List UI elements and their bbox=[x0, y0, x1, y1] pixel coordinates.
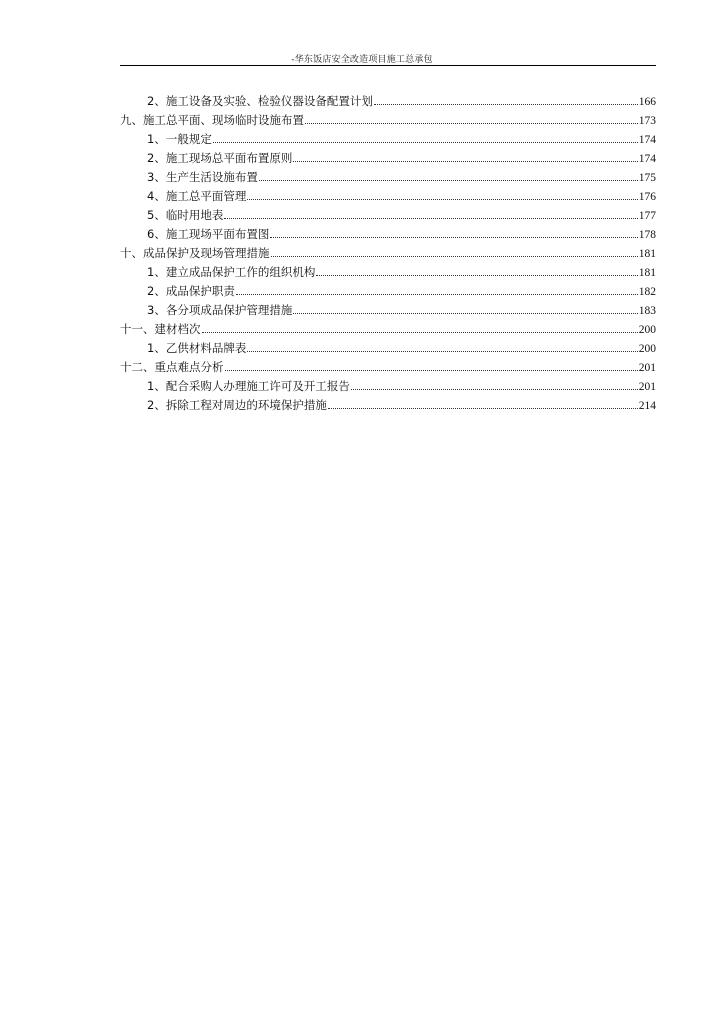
toc-entry-page-number: 174 bbox=[638, 134, 656, 146]
toc-entry-title: 2、拆除工程对周边的环境保护措施 bbox=[147, 398, 327, 412]
toc-entry-title: 1、一般规定 bbox=[147, 132, 212, 146]
toc-entry-title: 2、成品保护职责 bbox=[147, 284, 235, 298]
toc-dot-leader bbox=[224, 218, 637, 219]
toc-dot-leader bbox=[316, 275, 637, 276]
toc-entry-page-number: 200 bbox=[638, 324, 656, 336]
toc-entry-page-number: 176 bbox=[638, 191, 656, 203]
toc-dot-leader bbox=[351, 389, 638, 390]
toc-entry-title: 十一、建材档次 bbox=[120, 322, 201, 336]
toc-dot-leader bbox=[202, 332, 638, 333]
toc-entry[interactable] bbox=[120, 320, 656, 339]
toc-entry-page-number: 181 bbox=[638, 267, 656, 279]
toc-entry[interactable] bbox=[120, 263, 656, 282]
toc-entry[interactable] bbox=[120, 377, 656, 396]
toc-dot-leader bbox=[270, 237, 637, 238]
table-of-contents bbox=[120, 92, 656, 415]
toc-dot-leader bbox=[236, 294, 638, 295]
toc-entry-page-number: 175 bbox=[638, 172, 656, 184]
toc-dot-leader bbox=[247, 199, 637, 200]
toc-entry-title: 6、施工现场平面布置图 bbox=[147, 227, 270, 241]
toc-entry-page-number: 201 bbox=[638, 362, 656, 374]
toc-entry-title: 1、乙供材料品牌表 bbox=[147, 341, 247, 355]
toc-entry-page-number: 181 bbox=[638, 248, 656, 260]
toc-entry-page-number: 173 bbox=[638, 115, 656, 127]
header-rule bbox=[120, 65, 656, 66]
toc-entry[interactable] bbox=[120, 92, 656, 111]
toc-dot-leader bbox=[305, 123, 638, 124]
toc-entry[interactable] bbox=[120, 111, 656, 130]
toc-dot-leader bbox=[247, 351, 637, 352]
toc-entry[interactable] bbox=[120, 282, 656, 301]
toc-entry[interactable] bbox=[120, 244, 656, 263]
toc-entry-title: 1、配合采购人办理施工许可及开工报告 bbox=[147, 379, 350, 393]
toc-entry-page-number: 166 bbox=[638, 96, 656, 108]
toc-entry-title: 九、施工总平面、现场临时设施布置 bbox=[120, 113, 304, 127]
toc-entry-title: 十二、重点难点分析 bbox=[120, 360, 224, 374]
toc-entry[interactable] bbox=[120, 149, 656, 168]
toc-entry[interactable] bbox=[120, 396, 656, 415]
header-title: -华东饭店安全改造项目施工总承包 bbox=[291, 55, 433, 65]
toc-entry-title: 2、施工现场总平面布置原则 bbox=[147, 151, 293, 165]
toc-entry-title: 2、施工设备及实验、检验仪器设备配置计划 bbox=[147, 94, 373, 108]
toc-entry[interactable] bbox=[120, 130, 656, 149]
toc-entry-page-number: 214 bbox=[638, 400, 656, 412]
toc-entry-page-number: 182 bbox=[638, 286, 656, 298]
toc-entry-page-number: 200 bbox=[638, 343, 656, 355]
toc-entry-title: 十、成品保护及现场管理措施 bbox=[120, 246, 270, 260]
toc-entry[interactable] bbox=[120, 206, 656, 225]
toc-entry[interactable] bbox=[120, 168, 656, 187]
toc-dot-leader bbox=[271, 256, 638, 257]
toc-dot-leader bbox=[293, 161, 637, 162]
toc-entry[interactable] bbox=[120, 187, 656, 206]
toc-entry-title: 3、各分项成品保护管理措施 bbox=[147, 303, 293, 317]
toc-entry-title: 3、生产生活设施布置 bbox=[147, 170, 258, 184]
toc-entry-page-number: 178 bbox=[638, 229, 656, 241]
toc-entry[interactable] bbox=[120, 301, 656, 320]
toc-dot-leader bbox=[293, 313, 637, 314]
toc-entry[interactable] bbox=[120, 225, 656, 244]
toc-entry-title: 4、施工总平面管理 bbox=[147, 189, 247, 203]
toc-dot-leader bbox=[259, 180, 638, 181]
toc-dot-leader bbox=[225, 370, 638, 371]
toc-entry-page-number: 177 bbox=[638, 210, 656, 222]
toc-entry[interactable] bbox=[120, 339, 656, 358]
toc-entry-title: 5、临时用地表 bbox=[147, 208, 224, 222]
toc-entry-page-number: 183 bbox=[638, 305, 656, 317]
toc-entry-page-number: 201 bbox=[638, 381, 656, 393]
toc-dot-leader bbox=[328, 408, 638, 409]
toc-dot-leader bbox=[374, 104, 638, 105]
toc-entry-title: 1、建立成品保护工作的组织机构 bbox=[147, 265, 316, 279]
toc-entry[interactable] bbox=[120, 358, 656, 377]
toc-dot-leader bbox=[213, 142, 638, 143]
toc-entry-page-number: 174 bbox=[638, 153, 656, 165]
